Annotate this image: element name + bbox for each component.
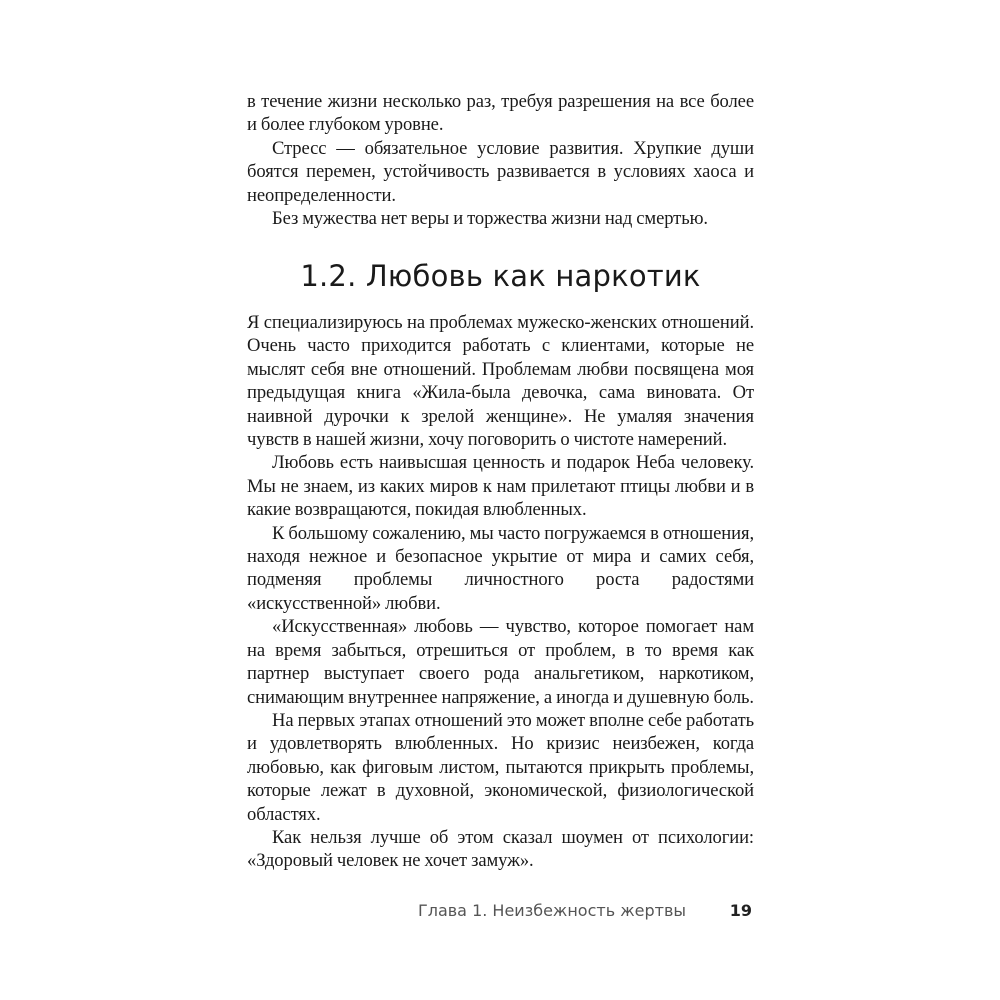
- paragraph: в течение жизни несколько раз, требуя разрешения на все более и более глубоком уровне.: [247, 91, 754, 136]
- page-number: 19: [729, 901, 752, 920]
- running-footer: [247, 898, 754, 924]
- paragraph: К большому сожалению, мы часто погружаемся в отношения, находя нежное и безопасное укрытие от мира и самих себя, подменяя проблемы личностного роста радостями «искусственной» любви.: [247, 522, 754, 614]
- paragraph: Без мужества нет веры и торжества жизни над смертью.: [272, 208, 708, 230]
- chapter-title: Глава 1. Неизбежность жертвы: [417, 901, 686, 920]
- section-heading: 1.2. Любовь как наркотик: [300, 259, 701, 293]
- paragraph: Я специализируюсь на проблемах мужеско-женских отношений. Очень часто приходится работать с клиентами, которые не мыслят себя вне отношений. Проблемам любви посвящена моя предыдущая книга «Жила-была девочка, сама виновата. От наивной дурочки к зрелой женщине». Не умаляя значения чувств в нашей жизни, хочу поговорить о чистоте намерений.: [247, 312, 754, 451]
- paragraph: На первых этапах отношений это может вполне себе работать и удовлетворять влюбленных. Но кризис неизбежен, когда любовью, как фиговым листом, пытаются прикрыть проблемы, которые лежат в духовной, экономической, физиологической областях.: [247, 709, 754, 825]
- paragraph: Стресс — обязательное условие развития. Хрупкие души боятся перемен, устойчивость развивается в условиях хаоса и неопределенности.: [247, 137, 754, 206]
- paragraph: «Искусственная» любовь — чувство, которое помогает нам на время забыться, отрешиться от проблем, в то время как партнер выступает своего рода анальгетиком, наркотиком, снимающим внутреннее напряжение, а иногда и душевную боль.: [247, 616, 754, 708]
- paragraph: Любовь есть наивысшая ценность и подарок Неба человеку. Мы не знаем, из каких миров к нам прилетают птицы любви и в какие возвращаются, покидая влюбленных.: [247, 452, 754, 521]
- paragraph: Как нельзя лучше об этом сказал шоумен от психологии: «Здоровый человек не хочет замуж».: [247, 826, 754, 872]
- continued-text: [247, 90, 754, 230]
- section-body: [247, 311, 754, 873]
